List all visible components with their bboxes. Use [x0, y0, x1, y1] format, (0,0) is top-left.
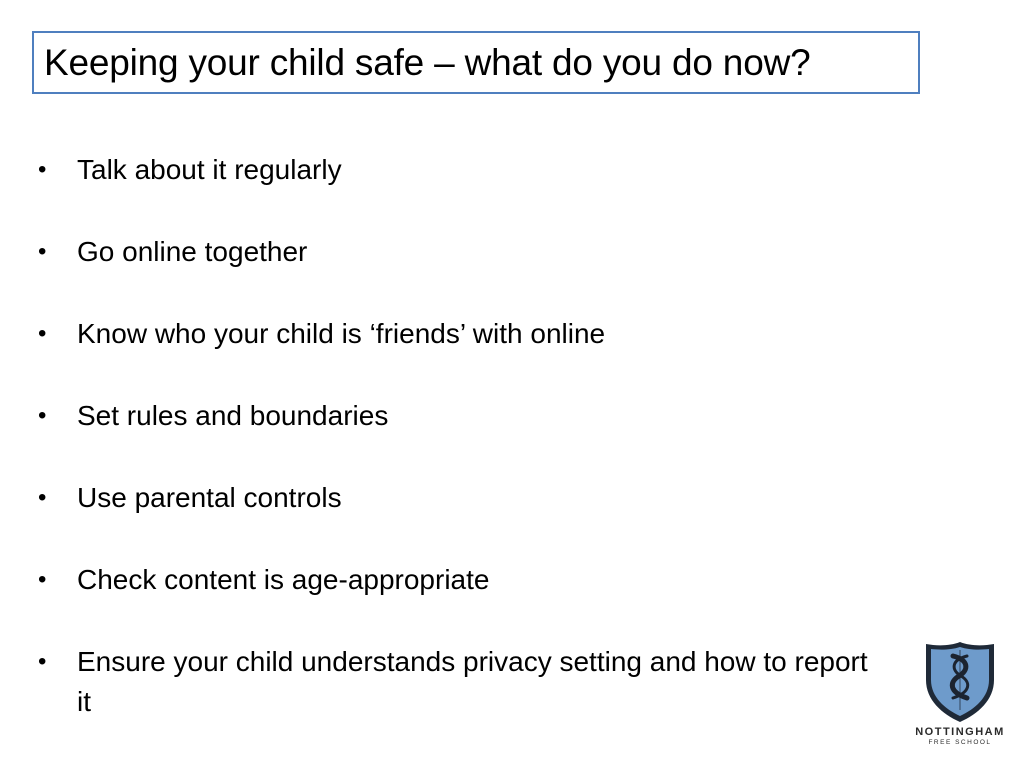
bullet-dot: •	[38, 156, 47, 183]
bullet-dot: •	[38, 648, 47, 675]
bullet-item	[38, 232, 888, 272]
bullet-text: Know who your child is ‘friends’ with online	[77, 318, 606, 349]
bullet-list	[38, 150, 888, 722]
bullet-text: Set rules and boundaries	[77, 400, 389, 431]
bullet-dot: •	[38, 320, 47, 347]
bullet-text: Check content is age-appropriate	[77, 564, 490, 595]
bullet-text: Talk about it regularly	[77, 154, 342, 185]
bullet-text: Go online together	[77, 236, 308, 267]
bullet-dot: •	[38, 484, 47, 511]
bullet-dot: •	[38, 566, 47, 593]
bullet-item	[38, 478, 888, 518]
bullet-item	[38, 642, 888, 722]
school-logo	[912, 640, 1008, 750]
bullet-dot: •	[38, 402, 47, 429]
slide-title: Keeping your child safe – what do you do now?	[44, 41, 811, 83]
bullet-item	[38, 314, 888, 354]
bullet-item	[38, 560, 888, 600]
logo-subtitle: FREE SCHOOL	[928, 739, 992, 746]
shield-icon	[923, 640, 997, 724]
bullet-text: Use parental controls	[77, 482, 342, 513]
bullet-text: Ensure your child understands privacy setting and how to report it	[77, 646, 868, 717]
title-box	[32, 31, 920, 94]
bullet-item	[38, 396, 888, 436]
bullet-item	[38, 150, 888, 190]
logo-name: NOTTINGHAM	[915, 726, 1005, 738]
bullet-dot: •	[38, 238, 47, 265]
